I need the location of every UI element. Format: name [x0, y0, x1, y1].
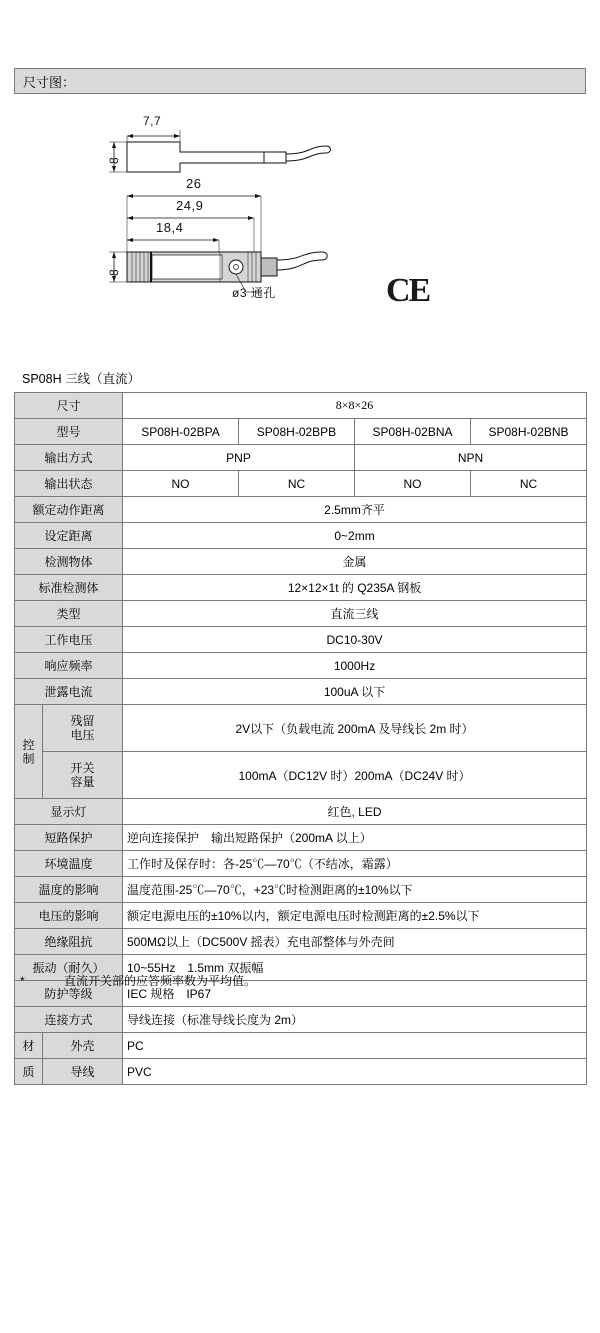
- dimension-length-thread: 18,4: [156, 220, 184, 235]
- row-value: SP08H-02BNA: [355, 419, 471, 445]
- dimension-top-height: 8: [107, 156, 121, 164]
- section-header-title: 尺寸图：: [23, 74, 76, 90]
- row-label: 标准检测体: [15, 575, 123, 601]
- row-label: 工作电压: [15, 627, 123, 653]
- table-row: [15, 705, 587, 752]
- row-value: PNP: [123, 445, 355, 471]
- row-value: NPN: [355, 445, 587, 471]
- row-value: 金属: [123, 549, 587, 575]
- sub-label-line-2: 电压: [70, 728, 95, 742]
- table-row: [15, 653, 587, 679]
- table-row: [15, 903, 587, 929]
- footnote-text: 直流开关部的应答频率数为平均值。: [64, 974, 257, 988]
- row-value: 100mA（DC12V 时）200mA（DC24V 时）: [123, 752, 587, 799]
- footnote-star: *: [20, 974, 25, 988]
- row-label: 泄露电流: [15, 679, 123, 705]
- row-value: 12×12×1t 的 Q235A 钢板: [123, 575, 587, 601]
- row-label: 显示灯: [15, 799, 123, 825]
- sub-label-housing: 外壳: [43, 1033, 123, 1059]
- table-row: [15, 627, 587, 653]
- sub-label-line-1: 开关: [70, 761, 95, 775]
- drawing-svg: [14, 100, 586, 360]
- table-row: [15, 1033, 587, 1059]
- table-row: [15, 1059, 587, 1085]
- row-value: 导线连接（标准导线长度为 2m）: [123, 1007, 587, 1033]
- ce-mark-icon: CE: [386, 272, 430, 309]
- row-label: 防护等级: [15, 981, 123, 1007]
- row-label: 绝缘阻抗: [15, 929, 123, 955]
- row-label: 环境温度: [15, 851, 123, 877]
- row-value: 500MΩ以上（DC500V 摇表）充电部整体与外壳间: [123, 929, 587, 955]
- group-label-material: 材: [15, 1033, 43, 1059]
- row-value: 红色, LED: [123, 799, 587, 825]
- row-label: 尺寸: [15, 393, 123, 419]
- row-value: 10~55Hz 1.5mm 双振幅: [123, 955, 587, 981]
- row-value: DC10-30V: [123, 627, 587, 653]
- row-value: 直流三线: [123, 601, 587, 627]
- row-label: 检测物体: [15, 549, 123, 575]
- section-header: [14, 68, 586, 94]
- table-row: [15, 523, 587, 549]
- row-label: 温度的影响: [15, 877, 123, 903]
- row-value: 0~2mm: [123, 523, 587, 549]
- row-value: 额定电源电压的±10%以内，额定电源电压时检测距离的±2.5%以下: [123, 903, 587, 929]
- sub-label-line-1: 残留: [70, 714, 95, 728]
- row-value: 工作时及保存时：各-25℃―70℃（不结冰，霜露）: [123, 851, 587, 877]
- table-row: [15, 445, 587, 471]
- row-label: 输出方式: [15, 445, 123, 471]
- sub-label-residual-voltage: [43, 705, 123, 752]
- group-label-control: [15, 705, 43, 799]
- dimension-drawing: [14, 100, 586, 360]
- row-value: 2V以下（负载电流 200mA 及导线长 2m 时）: [123, 705, 587, 752]
- table-row: [15, 851, 587, 877]
- row-label: 额定动作距离: [15, 497, 123, 523]
- sub-label-line-2: 容量: [70, 775, 95, 789]
- table-row: [15, 497, 587, 523]
- sub-label-switching-capacity: [43, 752, 123, 799]
- row-label: 短路保护: [15, 825, 123, 851]
- dimension-side-height: 8: [107, 268, 121, 276]
- table-row: [15, 825, 587, 851]
- row-value: IEC 规格 IP67: [123, 981, 587, 1007]
- dimension-length-full: 26: [186, 176, 202, 191]
- table-row: [15, 393, 587, 419]
- row-label: 电压的影响: [15, 903, 123, 929]
- table-row: [15, 601, 587, 627]
- row-value: 逆向连接保护 输出短路保护（200mA 以上）: [123, 825, 587, 851]
- table-row: [15, 752, 587, 799]
- group-label-line: 控: [22, 737, 35, 752]
- row-label: 振动（耐久）: [15, 955, 123, 981]
- row-value: 1000Hz: [123, 653, 587, 679]
- sub-label-wire: 导线: [43, 1059, 123, 1085]
- dimension-top-width: 7,7: [143, 114, 162, 128]
- table-row: [15, 679, 587, 705]
- table-row: [15, 877, 587, 903]
- row-label: 型号: [15, 419, 123, 445]
- row-label: 输出状态: [15, 471, 123, 497]
- row-label: 响应频率: [15, 653, 123, 679]
- table-row: [15, 575, 587, 601]
- row-value: SP08H-02BPA: [123, 419, 239, 445]
- dimension-hole-label: ø3 通孔: [232, 286, 276, 300]
- row-value: NO: [123, 471, 239, 497]
- row-value: SP08H-02BNB: [471, 419, 587, 445]
- table-row: [15, 419, 587, 445]
- row-value: 温度范围-25℃―70℃，+23℃时检测距离的±10%以下: [123, 877, 587, 903]
- row-value: PC: [123, 1033, 587, 1059]
- table-caption: SP08H 三线（直流）: [22, 372, 141, 386]
- group-label-line: 制: [22, 751, 35, 766]
- row-value: 100uA 以下: [123, 679, 587, 705]
- group-label-material-2: 质: [15, 1059, 43, 1085]
- table-row: [15, 471, 587, 497]
- row-label: 设定距离: [15, 523, 123, 549]
- table-row: [15, 799, 587, 825]
- row-label: 类型: [15, 601, 123, 627]
- row-value: NC: [239, 471, 355, 497]
- row-value: 2.5mm齐平: [123, 497, 587, 523]
- row-value: NO: [355, 471, 471, 497]
- row-value: SP08H-02BPB: [239, 419, 355, 445]
- row-value: 8×8×26: [123, 393, 587, 419]
- row-label: 连接方式: [15, 1007, 123, 1033]
- row-value: PVC: [123, 1059, 587, 1085]
- table-row: [15, 549, 587, 575]
- row-value: NC: [471, 471, 587, 497]
- dimension-length-body: 24,9: [176, 198, 204, 213]
- footnote: [20, 972, 256, 989]
- table-row: [15, 929, 587, 955]
- table-row: [15, 1007, 587, 1033]
